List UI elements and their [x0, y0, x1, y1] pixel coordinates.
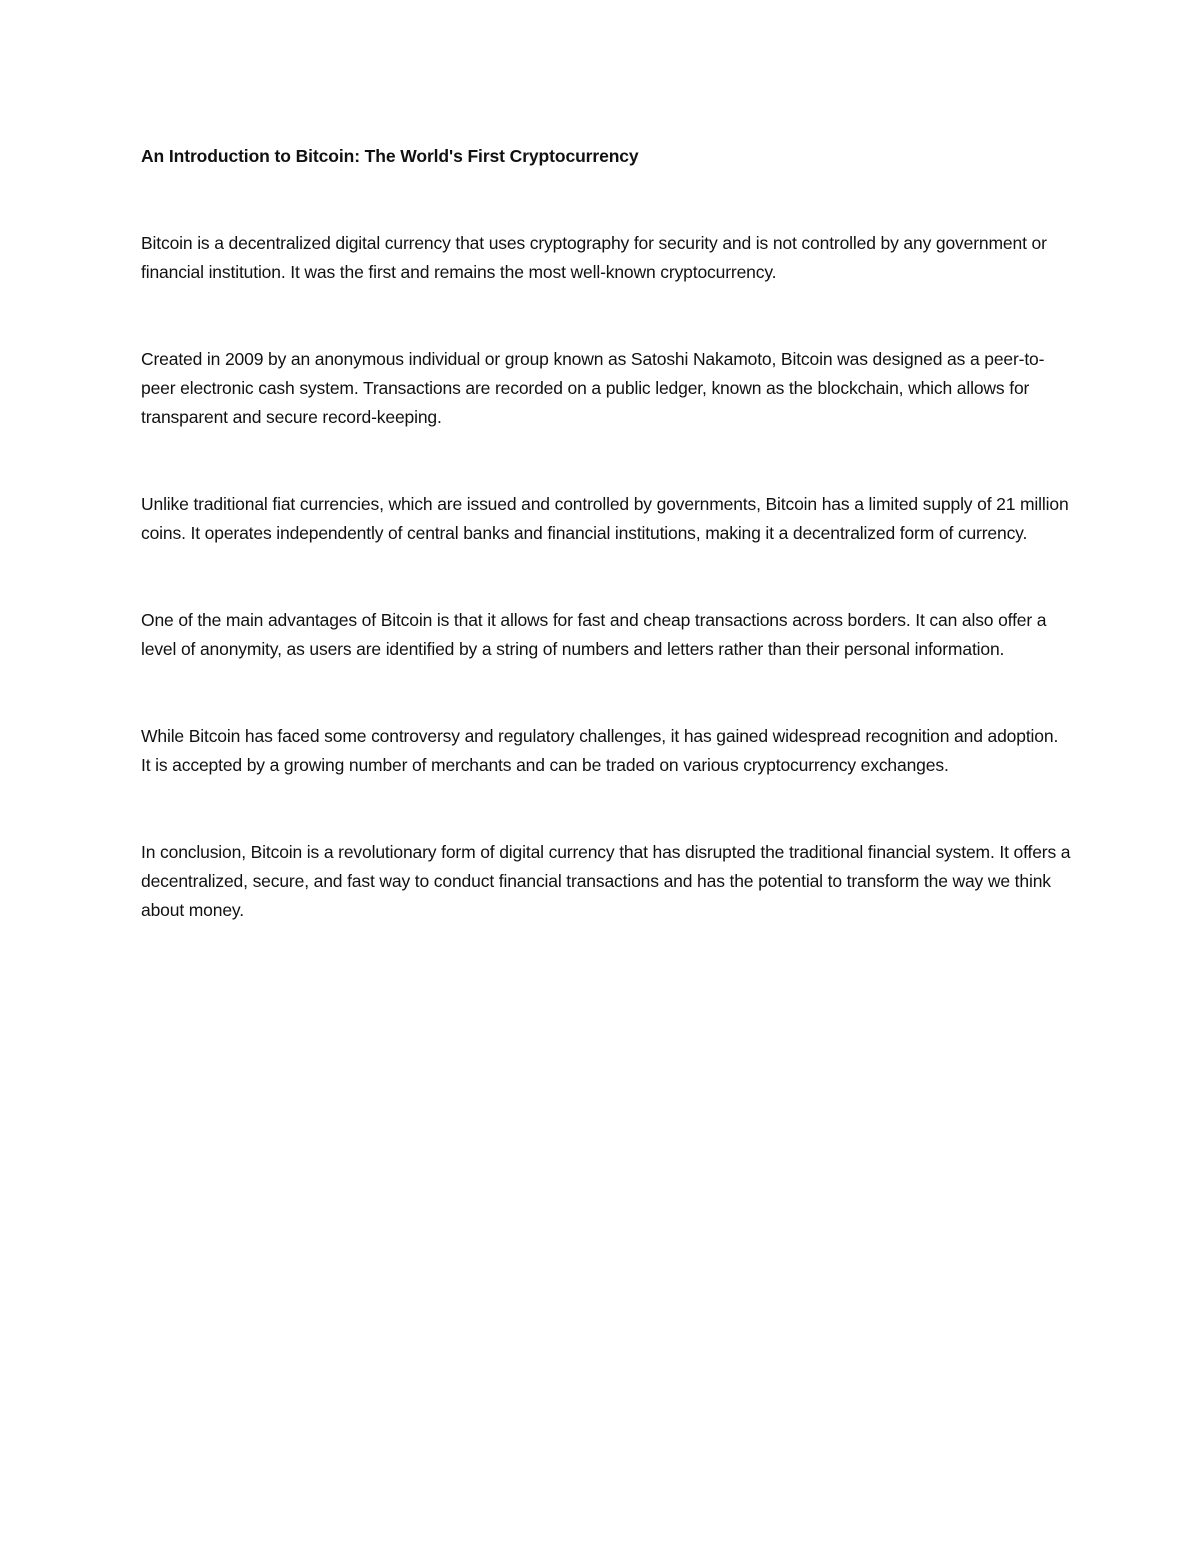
document-title: An Introduction to Bitcoin: The World's First Cryptocurrency [141, 146, 639, 166]
paragraph-advantages: One of the main advantages of Bitcoin is that it allows for fast and cheap transactions across borders. It can also offer a level of anonymity, as users are identified by a string of numbers and letters rather than their personal information. [141, 610, 1047, 659]
paragraph-supply: Unlike traditional fiat currencies, which are issued and controlled by governments, Bitcoin has a limited supply of 21 million coins. It operates independently of central banks and financial institutions, making it a decentralized form of currency. [141, 494, 1069, 543]
document-body [141, 142, 1071, 925]
paragraph-intro: Bitcoin is a decentralized digital currency that uses cryptography for security and is not controlled by any government or financial institution. It was the first and remains the most well-known cryptocurrency. [141, 233, 1047, 282]
paragraph-adoption: While Bitcoin has faced some controversy and regulatory challenges, it has gained widespread recognition and adoption. It is accepted by a growing number of merchants and can be traded on various cryptocurrency exchanges. [141, 726, 1059, 775]
paragraph-history: Created in 2009 by an anonymous individual or group known as Satoshi Nakamoto, Bitcoin was designed as a peer-to-peer electronic cash system. Transactions are recorded on a public ledger, known as the blockchain, which allows for transparent and secure record-keeping. [141, 349, 1045, 427]
paragraph-conclusion: In conclusion, Bitcoin is a revolutionary form of digital currency that has disrupted the traditional financial system. It offers a decentralized, secure, and fast way to conduct financial transactions and has the potential to transform the way we think about money. [141, 842, 1071, 920]
